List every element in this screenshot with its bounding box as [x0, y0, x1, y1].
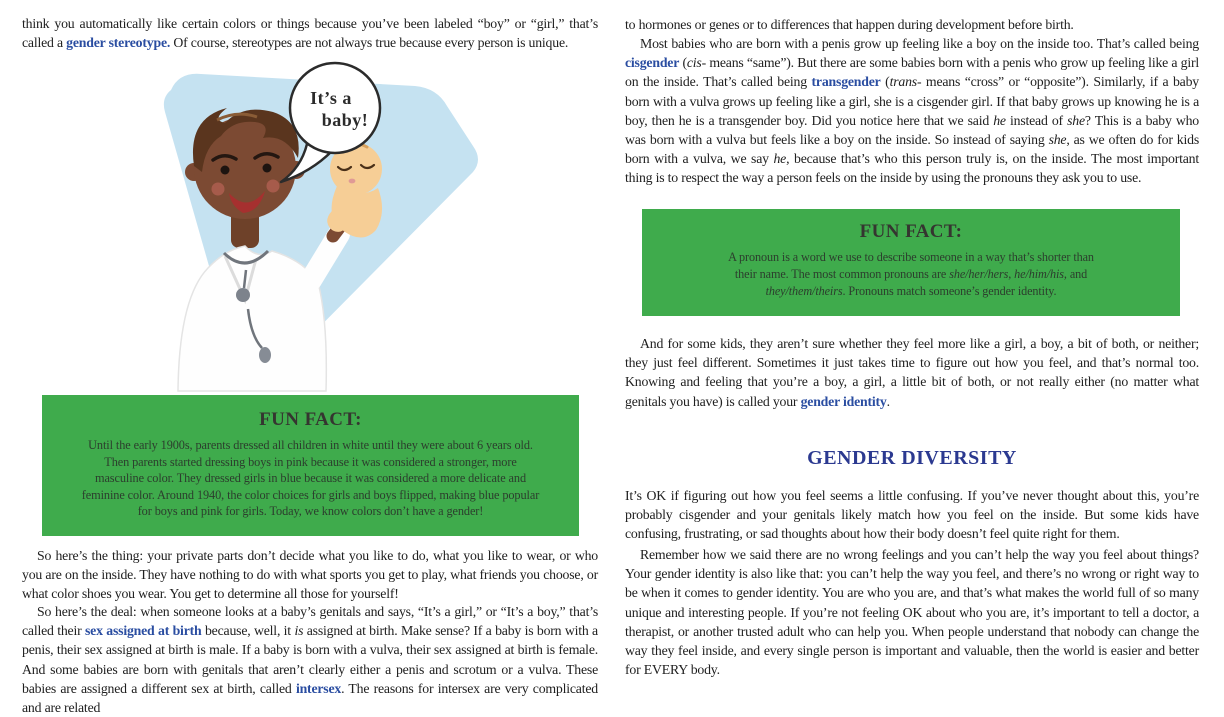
text-run: he: [993, 112, 1006, 128]
stethoscope-chestpiece: [236, 288, 250, 302]
text-run: means “cross” or “opposite”). Similarly, if a baby born with a vulva grows up feeling like a girl, she is a cisgender girl. If that baby grows up knowing he is a boy, then he is a transgender boy. Did you notice here that we said: [625, 74, 1199, 128]
fun-fact-title: FUN FACT:: [859, 221, 963, 242]
text-run: . Pronouns match someone’s gender identity.: [842, 284, 1057, 298]
paragraph-sex-assigned-at-birth: [22, 602, 598, 717]
section-heading-gender-diversity: GENDER DIVERSITY: [807, 447, 1017, 469]
text-run: gender identity: [800, 393, 887, 409]
speech-bubble-balloon: [290, 63, 380, 153]
fun-fact-box-colors: [42, 395, 579, 536]
text-run: trans-: [889, 74, 922, 90]
text-run: she: [1048, 132, 1067, 148]
text-run: she/her/hers, he/him/his,: [949, 267, 1067, 281]
speech-bubble-text-line1: It’s a: [310, 88, 352, 108]
text-run: they/them/theirs: [765, 284, 843, 298]
fun-fact-title: FUN FACT:: [259, 409, 362, 430]
text-run: she: [1067, 112, 1085, 128]
text-run: .: [886, 393, 890, 409]
text-run: cisgender: [625, 55, 680, 71]
text-run: intersex: [295, 680, 342, 696]
text-run: Most babies who are born with a penis grow up feeling like a boy on the inside too. That’s called being: [640, 36, 1199, 51]
paragraph-its-ok: It’s OK if figuring out how you feel seems a little confusing. If you’ve never thought about this, you’re probably cisgender and your genitals likely match how you feel on the inside. But some kids have confusing, frustrating, or sad thoughts about how their body doesn’t feel quite right for them.: [625, 488, 1199, 542]
paragraph-hormones-genes: to hormones or genes or to differences that happen during development before birth.: [625, 17, 1074, 32]
text-run: cis-: [686, 55, 706, 71]
paragraph-cisgender-transgender: [625, 34, 1199, 188]
paragraph-gender-stereotype: [22, 14, 598, 52]
text-run: (: [880, 74, 890, 90]
doctor-eye-left: [221, 166, 230, 175]
text-run: So here’s the deal: when someone looks at a baby’s genitals and says, “It’s a girl,” or “It’s a boy,” that’s called their: [22, 604, 598, 639]
text-run: ? This is a baby who was born with a vulva but feels like a boy on the inside. So instead of saying: [625, 112, 1199, 148]
paragraph-gender-identity: [625, 334, 1199, 411]
doctor-blush-right: [267, 180, 280, 193]
text-run: Of course, stereotypes are not always true because every person is unique.: [170, 35, 569, 51]
text-run: sex assigned at birth: [85, 623, 202, 639]
text-run: means “same”). But there are some babies born with a penis who grow up feeling like a girl on the inside. That’s called being: [625, 55, 1199, 90]
speech-bubble-text-line2: baby!: [321, 110, 369, 130]
text-run: think you automatically like certain colors or things because you’ve been labeled “boy” or “girl,” that’s called a: [22, 16, 598, 51]
page-right: [625, 0, 1199, 715]
paragraph-private-parts: So here’s the thing: your private parts don’t decide what you like to do, what you like to wear, or who you are on the inside. They have nothing to do with what sports you get to play, what friends you choose, or what color shoes you wear. You get to determine all those for yourself!: [22, 548, 598, 602]
text-run: transgender: [811, 74, 881, 90]
text-run: , because that’s who this person truly is, on the inside. The most important thing is to respect the way a person feels on the inside by using the pronouns they ask you to use.: [625, 151, 1199, 186]
illustration-canvas: [75, 60, 545, 392]
text-run: gender stereotype.: [66, 35, 171, 51]
text-run: And for some kids, they aren’t sure whether they feel more like a girl, a boy, a bit of both, or neither; they just feel different. Sometimes it just takes time to figure out how you feel, and that’s normal too. Knowing and feeling that you’re a boy, a girl, a little bit of both, or not really either (no matter what genitals you have) is called your: [625, 336, 1199, 409]
stethoscope-bell: [259, 347, 271, 363]
paragraph-no-wrong-feelings: Remember how we said there are no wrong feelings and you can’t help the way you feel about things? Your gender identity is also like that: you can’t help the way you feel, and there’s no wrong or right way to be when it comes to gender identity. You are who you are, and that’s what makes the world full of so many unique and interesting people. If you’re not feeling OK about who you are, it’s important to tell a doctor, a therapist, or another trusted adult who can help you. When people understand that nobody can change the way they feel inside, and every single person is important and valuable, then the world is easier and better for EVERY body.: [625, 547, 1199, 678]
text-run: and: [1066, 267, 1088, 281]
text-run: (: [679, 55, 687, 71]
fun-fact-body: Until the early 1900s, parents dressed all children in white until they were about 6 years old. Then parents started dressing boys in pink because it was considered a stronger, more masculine color. They dressed girls in blue because it was considered a more delicate and feminine color. Around 1940, the color choices for girls and boys flipped, making blue popular for boys and pink for girls. Today, we know colors don’t have a gender!: [81, 438, 540, 519]
fun-fact-box-pronouns: [642, 209, 1180, 316]
text-run: is: [294, 623, 304, 639]
doctor-blush-left: [212, 183, 225, 196]
text-run: A pronoun is a word we use to describe someone in a way that’s shorter than their name. The most common pronouns are: [728, 250, 1094, 281]
doctor-eye-right: [263, 164, 272, 173]
doctor-baby-illustration: [75, 60, 545, 392]
baby-mouth: [349, 179, 356, 184]
text-run: . The reasons for intersex are very complicated and are related: [22, 680, 598, 716]
page-left: [22, 0, 598, 715]
text-run: because, well, it: [201, 623, 295, 639]
text-run: he: [773, 151, 787, 167]
fun-fact-body: [721, 249, 1101, 300]
text-run: instead of: [1005, 112, 1068, 128]
text-run: assigned at birth. Make sense? If a baby is born with a penis, their sex assigned at birth is male. If a baby is born with a vulva, their sex assigned at birth is female. And some babies are born with genitals that aren’t clearly either a penis and scrotum or a vulva. These babies are assigned a different sex at birth, called: [22, 623, 598, 696]
text-run: , as we often do for kids born with a vulva, we say: [625, 132, 1199, 167]
